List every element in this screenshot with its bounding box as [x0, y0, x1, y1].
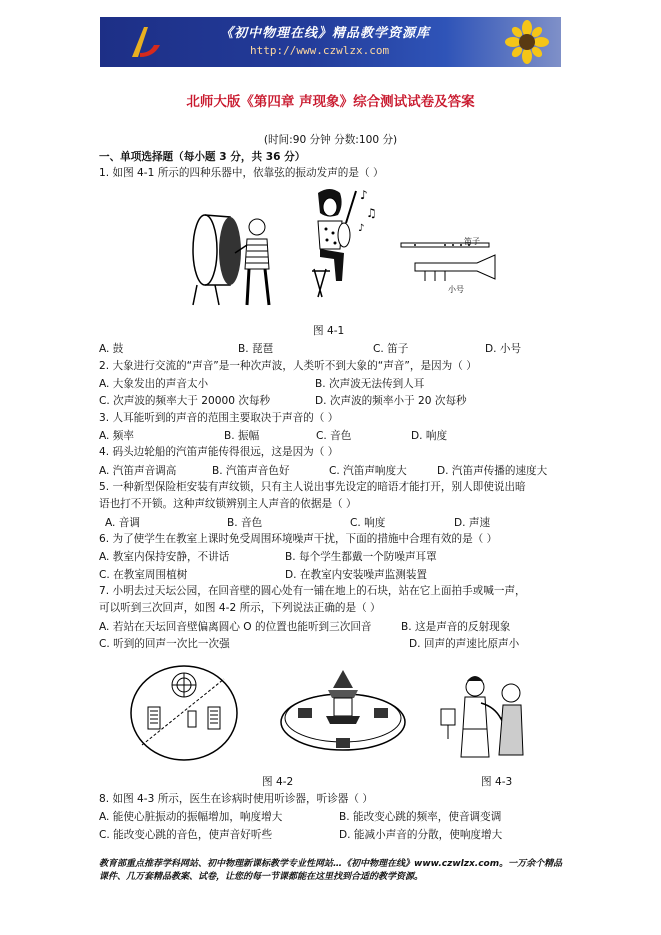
flute-label: 笛子 [464, 237, 480, 246]
q1-option-c[interactable]: C. 笛子 [373, 343, 409, 355]
figure-4-2-caption: 图 4-2 [262, 776, 294, 788]
figure-4-3-caption: 图 4-3 [481, 776, 513, 788]
q5-option-b[interactable]: B. 音色 [227, 517, 263, 529]
q8-option-c[interactable]: C. 能改变心跳的音色，使声音好听些 [99, 829, 273, 841]
question-5-line2: 语也打不开锁。这种声纹锁辨别主人声音的依据是（ ） [99, 498, 357, 510]
q3-option-c[interactable]: C. 音色 [316, 430, 352, 442]
q5-option-c[interactable]: C. 响度 [350, 517, 386, 529]
doctor-stethoscope-figure [437, 663, 527, 763]
q6-option-c[interactable]: C. 在教室周围植树 [99, 569, 188, 581]
q5-option-d[interactable]: D. 声速 [454, 517, 491, 529]
pipa-player-figure [300, 185, 380, 310]
q8-option-b[interactable]: B. 能改变心跳的频率，使音调变调 [339, 811, 502, 823]
q2-option-c[interactable]: C. 次声波的频率大于 20000 次每秒 [99, 395, 271, 407]
q3-option-b[interactable]: B. 振幅 [224, 430, 260, 442]
question-3: 3. 人耳能听到的声音的范围主要取决于声音的（ ） [99, 412, 339, 424]
question-6: 6. 为了使学生在教室上课时免受周围环境噪声干扰，下面的措施中合理有效的是（ ） [99, 533, 498, 545]
q6-option-b[interactable]: B. 每个学生都戴一个防噪声耳罩 [285, 551, 437, 563]
q4-option-d[interactable]: D. 汽笛声传播的速度大 [437, 465, 548, 477]
q7-option-a[interactable]: A. 若站在天坛回音壁偏离圆心 O 的位置也能听到三次回音 [99, 621, 372, 633]
svg-text:♪: ♪ [358, 223, 365, 234]
q2-option-b[interactable]: B. 次声波无法传到人耳 [315, 378, 425, 390]
q1-option-d[interactable]: D. 小号 [485, 343, 522, 355]
q1-option-b[interactable]: B. 琵琶 [238, 343, 274, 355]
q4-option-b[interactable]: B. 汽笛声音色好 [212, 465, 290, 477]
section-heading: 一、单项选择题（每小题 3 分，共 36 分） [99, 151, 306, 163]
q2-option-d[interactable]: D. 次声波的频率小于 20 次每秒 [315, 395, 467, 407]
q3-option-d[interactable]: D. 响度 [411, 430, 448, 442]
svg-text:♫: ♫ [366, 206, 377, 220]
sunflower-icon [501, 20, 553, 64]
trumpet-label: 小号 [448, 285, 464, 294]
q7-option-b[interactable]: B. 这是声音的反射现象 [401, 621, 511, 633]
q6-option-d[interactable]: D. 在教室内安装噪声监测装置 [285, 569, 428, 581]
q7-option-d[interactable]: D. 回声的声速比原声小 [409, 638, 520, 650]
q8-option-d[interactable]: D. 能减小声音的分散，使响度增大 [339, 829, 503, 841]
question-8: 8. 如图 4-3 所示，医生在诊病时使用听诊器，听诊器（ ） [99, 793, 373, 805]
question-1: 1. 如图 4-1 所示的四种乐器中，依靠弦的振动发声的是（ ） [99, 167, 384, 179]
banner-url[interactable]: http://www.czwlzx.com [250, 44, 390, 57]
question-5-line1: 5. 一种新型保险柜安装有声纹锁，只有主人说出事先设定的暗语才能打开，别人即使说出暗 [99, 481, 526, 493]
question-7-line2: 可以听到三次回声，如图 4-2 所示，下列说法正确的是（ ） [99, 602, 381, 614]
figure-4-1-caption: 图 4-1 [313, 325, 345, 337]
page-footer: 教育部重点推荐学科网站、初中物理新课标教学专业性网站…《初中物理在线》www.czwlzx.com。一万余个精品课件、几万套精品教案、试卷，让您的每一节课都能在这里找到合适的教学资源。 [99, 859, 563, 882]
q4-option-c[interactable]: C. 汽笛声响度大 [329, 465, 407, 477]
temple-perspective-figure [278, 664, 408, 759]
document-title: 北师大版《第四章 声现象》综合测试试卷及答案 [186, 94, 475, 110]
header-banner [100, 17, 561, 67]
drum-figure [185, 205, 280, 315]
q8-option-a[interactable]: A. 能使心脏振动的振幅增加，响度增大 [99, 811, 283, 823]
q5-option-a[interactable]: A. 音调 [105, 517, 140, 529]
q7-option-c[interactable]: C. 听到的回声一次比一次强 [99, 638, 230, 650]
echo-wall-plan-figure [128, 663, 240, 763]
q2-option-a[interactable]: A. 大象发出的声音太小 [99, 378, 209, 390]
q3-option-a[interactable]: A. 频率 [99, 430, 134, 442]
banner-title: 《初中物理在线》精品教学资源库 [220, 26, 431, 41]
q1-option-a[interactable]: A. 鼓 [99, 343, 124, 355]
site-logo-icon [128, 23, 164, 61]
exam-meta: (时间:90 分钟 分数:100 分) [263, 134, 398, 146]
question-4: 4. 码头边轮船的汽笛声能传得很远，这是因为（ ） [99, 446, 339, 458]
svg-text:♪: ♪ [360, 188, 368, 202]
q4-option-a[interactable]: A. 汽笛声音调高 [99, 465, 177, 477]
q6-option-a[interactable]: A. 教室内保持安静，不讲话 [99, 551, 230, 563]
question-2: 2. 大象进行交流的“声音”是一种次声波，人类听不到大象的“声音”，是因为（ ） [99, 360, 477, 372]
question-7-line1: 7. 小明去过天坛公园，在回音壁的圆心处有一铺在地上的石块，站在它上面拍手或喊一声， [99, 585, 526, 597]
